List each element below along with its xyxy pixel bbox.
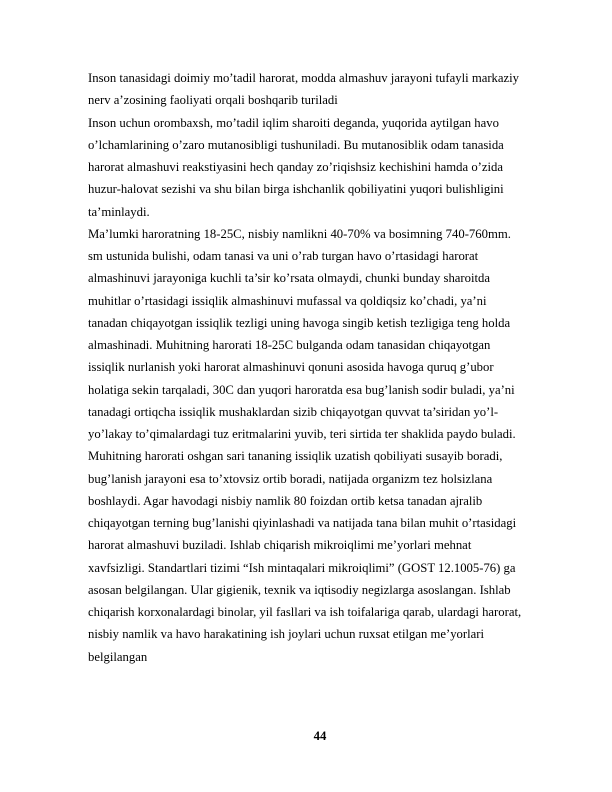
text-line: Muhitning harorati oshgan sari tananing issiqlik uzatish qobiliyati susayib boradi,	[88, 449, 503, 464]
text-line: yo’lakay to’qimalardagi tuz eritmalarini yuvib, teri sirtida ter shaklida paydo buladi.	[88, 427, 516, 441]
page-number: 44	[313, 729, 327, 743]
text-line: muhitlar o’rtasidagi issiqlik almashinuvi mufassal va qoldiqsiz ko’chadi, ya’ni	[88, 293, 487, 308]
text-line: almashinadi. Muhitning harorati 18-25C bulganda odam tanasidan chiqayotgan	[88, 338, 491, 352]
text-line: ta’minlaydi.	[88, 204, 150, 219]
text-line: chiqayotgan terning bug’lanishi qiyinlashadi va natijada tana bilan muhit o’rtasidagi	[88, 516, 517, 530]
text-line: tanadan chiqayotgan issiqlik tezligi uning havoga singib ketish tezligiga teng holda	[88, 315, 511, 330]
body-text	[88, 67, 568, 668]
text-line: bug’lanish jarayoni esa to’xtovsiz ortib boradi, natijada organizm tez holsizlana	[88, 471, 493, 486]
text-line: issiqlik nurlanish yoki harorat almashinuvi qonuni asosida havoga quruq g’ubor	[88, 360, 494, 375]
text-line: boshlaydi. Agar havodagi nisbiy namlik 80 foizdan ortib ketsa tanadan ajralib	[88, 493, 483, 508]
text-line: nisbiy namlik va havo harakatining ish joylari uchun ruxsat etilgan me’yorlari	[88, 627, 485, 642]
text-line: sm ustunida bulishi, odam tanasi va uni o’rab turgan havo o’rtasidagi harorat	[88, 249, 479, 263]
text-line: tanadagi ortiqcha issiqlik mushaklardan sizib chiqayotgan quvvat ta’siridan yo’l-	[88, 404, 499, 419]
text-line: holatiga sekin tarqaladi, 30C dan yuqori haroratda esa bug’lanish sodir buladi, ya’ni	[88, 382, 515, 397]
text-line: o’lchamlarining o’zaro mutanosibligi tushuniladi. Bu mutanosiblik odam tanasida	[88, 137, 504, 152]
text-line: chiqarish korxonalardagi binolar, yil fasllari va ish toifalariga qarab, ulardagi harorat,	[88, 605, 522, 619]
text-line: harorat almashuvi buziladi. Ishlab chiqarish mikroiqlimi me’yorlari mehnat	[88, 538, 472, 553]
text-line: asosan belgilangan. Ular gigienik, texnik va iqtisodiy negizlarga asoslangan. Ishlab	[88, 582, 511, 597]
text-line: Inson tanasidagi doimiy mo’tadil harorat, modda almashuv jarayoni tufayli markaziy	[88, 71, 520, 85]
text-line: Inson uchun orombaxsh, mo’tadil iqlim sharoiti deganda, yuqorida aytilgan havo	[88, 115, 499, 130]
text-line: belgilangan	[88, 649, 148, 664]
text-line: huzur-halovat sezishi va shu bilan birga ishchanlik qobiliyatini yuqori bulishligini	[88, 182, 504, 197]
text-line: almashinuvi jarayoniga kuchli ta’sir ko’rsata olmaydi, chunki bunday sharoitda	[88, 271, 491, 286]
text-line: nerv a’zosining faoliyati orqali boshqarib turiladi	[88, 93, 338, 108]
text-line: harorat almashuvi reakstiyasini hech qanday zo’riqishsiz kechishini hamda o’zida	[88, 160, 504, 174]
text-line: Ma’lumki haroratning 18-25C, nisbiy namlikni 40-70% va bosimning 740-760mm.	[88, 226, 511, 241]
text-line: xavfsizligi. Standartlari tizimi “Ish mintaqalari mikroiqlimi” (GOST 12.1005-76) ga	[88, 560, 516, 575]
